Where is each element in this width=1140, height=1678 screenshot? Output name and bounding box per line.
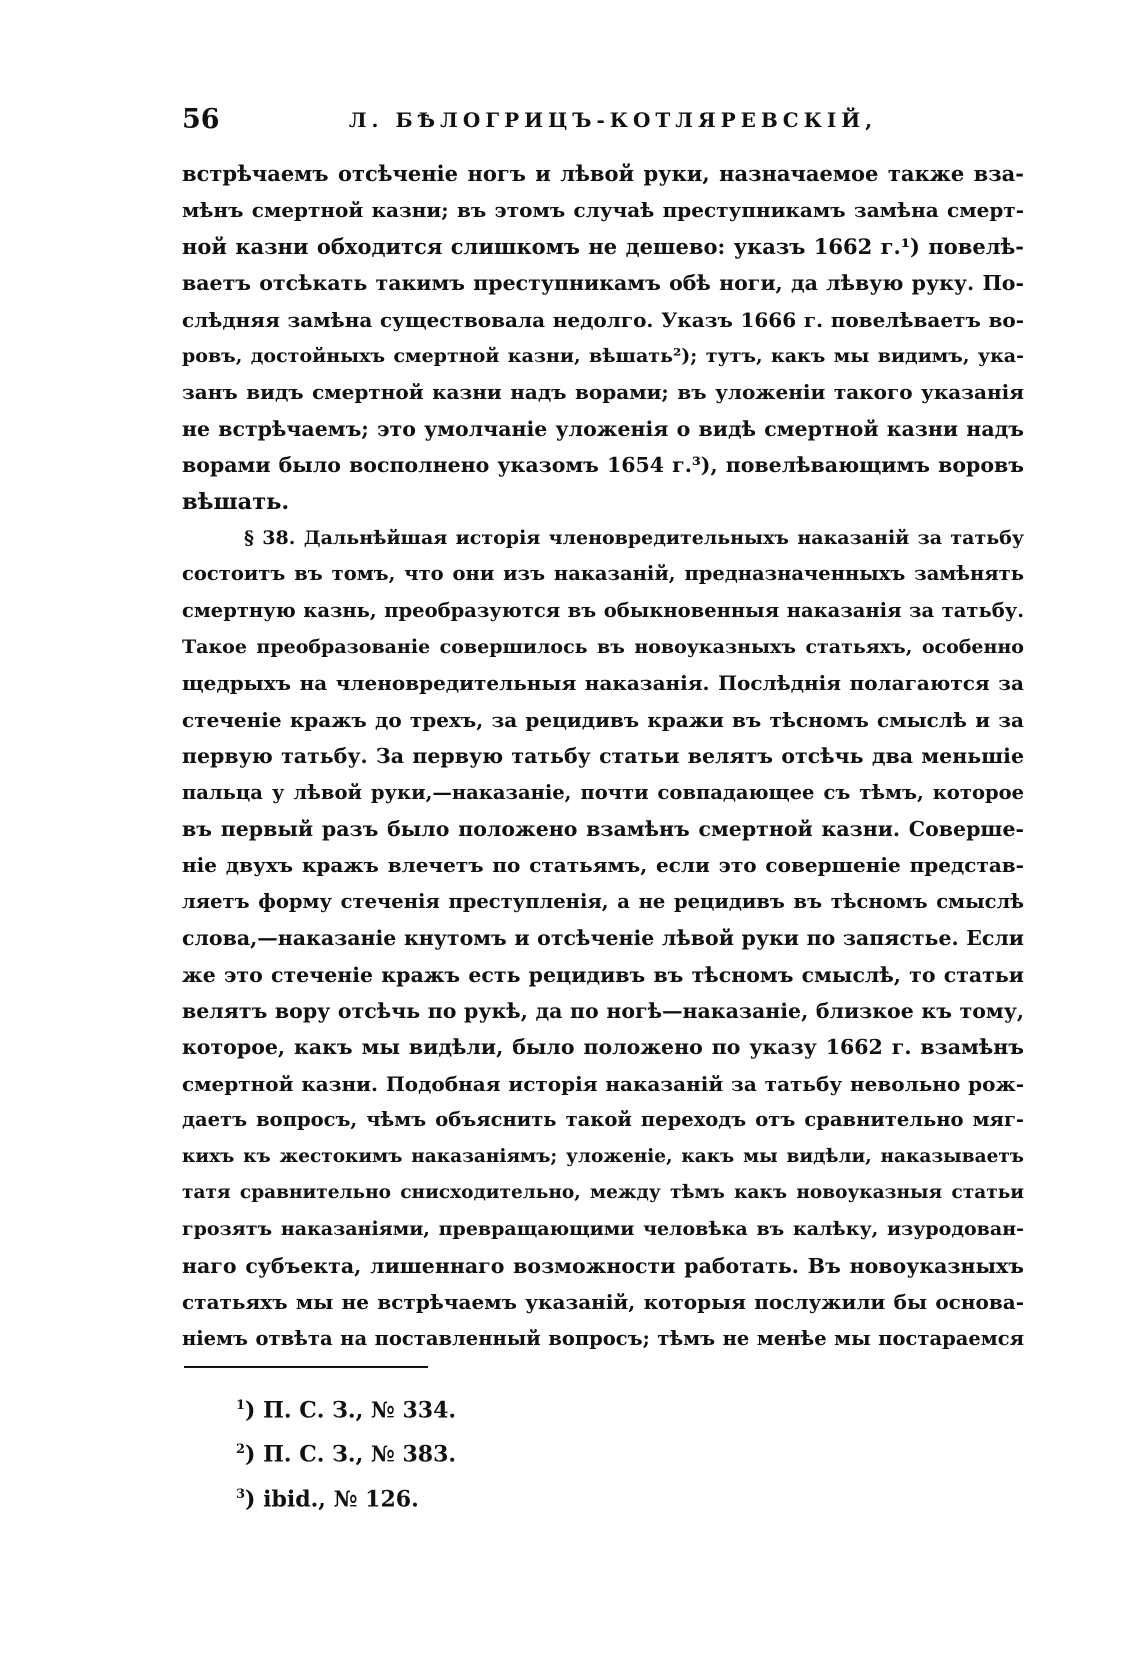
running-title: Л. БѢЛОГРИЦЪ-КОТЛЯРЕВСКІЙ, [348, 108, 878, 132]
text-line: ворами было восполнено указомъ 1654 г.³), повелѣвающимъ воровъ [182, 453, 1024, 478]
footnotes [236, 1386, 456, 1519]
text-line: же это стеченіе кражъ есть рецидивъ въ тѣсномъ смыслѣ, то статьи [182, 962, 1024, 987]
text-line: смертной казни. Подобная исторія наказаній за татьбу невольно рож- [182, 1071, 1024, 1096]
text-line: ной казни обходится слишкомъ не дешево: указъ 1662 г.¹) повелѣ- [182, 233, 1024, 259]
text-line: даетъ вопросъ, чѣмъ объяснить такой переходъ отъ сравнительно мяг- [182, 1108, 1024, 1132]
text-line: занъ видъ смертной казни надъ ворами; въ уложеніи такого указанія [182, 380, 1024, 405]
text-line: первую татьбу. За первую татьбу статьи велятъ отсѣчь два меньшіе [182, 744, 1024, 769]
text-line: пальца у лѣвой руки,—наказаніе, почти совпадающее съ тѣмъ, которое [182, 780, 1024, 804]
section-38-first-line: § 38. Дальнѣйшая исторія членовредительныхъ наказаній за татьбу [244, 526, 1024, 549]
footnote-2 [236, 1430, 456, 1474]
text-line: велятъ вору отсѣчь по рукѣ, да по ногѣ—наказаніе, близкое къ тому, [182, 998, 1024, 1023]
text-line: въ первый разъ было положено взамѣнъ смертной казни. Соверше- [182, 817, 1024, 842]
text-line: татя сравнительно снисходительно, между тѣмъ какъ новоуказныя статьи [182, 1181, 1024, 1203]
text-line: слѣдняя замѣна существовала недолго. Указъ 1666 г. повелѣваетъ во- [182, 307, 1024, 332]
text-line: смертную казнь, преобразуются въ обыкновенныя наказанія за татьбу. [182, 598, 1024, 622]
text-line: наго субъекта, лишеннаго возможности работать. Въ новоуказныхъ [182, 1253, 1024, 1278]
text-line: вѣшать. [182, 488, 290, 515]
footnote-text: ) П. С. З., № 334. [245, 1397, 457, 1424]
text-line: состоитъ въ томъ, что они изъ наказаній, предназначенныхъ замѣнять [182, 562, 1024, 586]
footnote-text: ) П. С. З., № 383. [245, 1441, 457, 1468]
text-line: кихъ къ жестокимъ наказаніямъ; уложеніе, какъ мы видѣли, наказываетъ [182, 1145, 1024, 1167]
footnote-mark: 3 [236, 1486, 246, 1502]
text-line: которое, какъ мы видѣли, было положено по указу 1662 г. взамѣнъ [182, 1035, 1024, 1060]
footnote-text: ) ibid., № 126. [245, 1485, 419, 1512]
page-header [182, 100, 1024, 140]
text-line: ніе двухъ кражъ влечетъ по статьямъ, если это совершеніе представ- [182, 853, 1024, 878]
text-line: слова,—наказаніе кнутомъ и отсѣченіе лѣвой руки по запястье. Если [182, 926, 1024, 951]
footnote-mark: 2 [236, 1442, 246, 1458]
text-line: ляетъ форму стеченія преступленія, а не рецидивъ въ тѣсномъ смыслѣ [182, 889, 1024, 913]
text-line: стеченіе кражъ до трехъ, за рецидивъ кражи въ тѣсномъ смыслѣ и за [182, 707, 1024, 732]
text-line: щедрыхъ на членовредительныя наказанія. Послѣднія полагаются за [182, 671, 1024, 696]
text-line: Такое преобразованіе совершилось въ новоуказныхъ статьяхъ, особенно [182, 636, 1024, 659]
footnote-3 [236, 1475, 456, 1519]
text-line: ніемъ отвѣта на поставленный вопросъ; тѣмъ не менѣе мы постараемся [182, 1326, 1024, 1350]
text-line: ваетъ отсѣкать такимъ преступникамъ обѣ ноги, да лѣвую руку. По- [182, 271, 1024, 296]
text-line: ровъ, достойныхъ смертной казни, вѣшать²); тутъ, какъ мы видимъ, ука- [182, 344, 1024, 367]
main-text [182, 156, 1024, 1357]
text-line: грозятъ наказаніями, превращающими человѣка въ калѣку, изуродован- [182, 1218, 1024, 1241]
footnote-1 [236, 1386, 456, 1430]
text-line: не встрѣчаемъ; это умолчаніе уложенія о видѣ смертной казни надъ [182, 416, 1024, 441]
text-line: мѣнъ смертной казни; въ этомъ случаѣ преступникамъ замѣна смерт- [182, 198, 1024, 223]
footnote-mark: 1 [236, 1398, 246, 1413]
text-line: статьяхъ мы не встрѣчаемъ указаній, которыя послужили бы основа- [182, 1290, 1024, 1315]
page-number: 56 [182, 104, 220, 135]
text-line: встрѣчаемъ отсѣченіе ногъ и лѣвой руки, назначаемое также вза- [182, 161, 1024, 186]
footnote-divider [184, 1366, 428, 1368]
